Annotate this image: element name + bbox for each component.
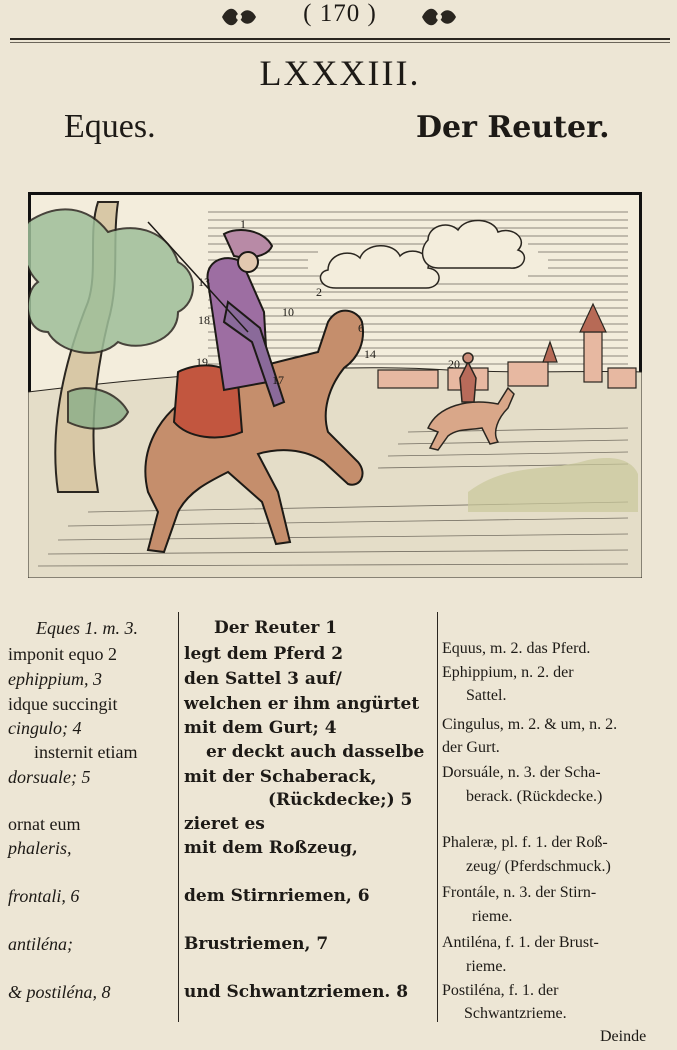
latin-line: dorsuale; 5 [8, 767, 91, 787]
figure-label: 6 [358, 321, 364, 335]
german-line: mit dem Roßzeug, [184, 838, 358, 858]
figure-label: 10 [282, 305, 294, 319]
fleuron-left-icon [218, 3, 260, 31]
figure-label: 20 [448, 357, 460, 371]
glossary-line: Postiléna, f. 1. der [442, 982, 559, 999]
glossary-line: der Gurt. [442, 739, 500, 756]
header-rule-thin [10, 42, 670, 43]
glossary-line: Cingulus, m. 2. & um, n. 2. [442, 716, 618, 733]
latin-line: Eques 1. m. 3. [36, 618, 138, 638]
german-line: Der Reuter 1 [214, 618, 338, 638]
glossary-line: Antiléna, f. 1. der Brust- [442, 934, 599, 951]
german-line: welchen er ihm angürtet [184, 694, 420, 714]
figure-label: 19 [196, 355, 208, 369]
latin-line: ephippium, 3 [8, 669, 102, 689]
german-line: dem Stirnriemen, 6 [184, 886, 370, 906]
latin-line: & postiléna, 8 [8, 982, 111, 1002]
lesson-number: LXXXIII. [259, 53, 421, 93]
glossary-line: Equus, m. 2. das Pferd. [442, 640, 591, 657]
glossary-line: rieme. [466, 958, 507, 975]
latin-line: imponit equo 2 [8, 644, 117, 664]
latin-line: phaleris, [8, 838, 72, 858]
figure-label: 2 [316, 285, 322, 299]
german-line: den Sattel 3 auf/ [184, 669, 342, 689]
catchword: Deinde [600, 1028, 647, 1045]
german-title: Der Reuter. [416, 110, 610, 145]
latin-line: antiléna; [8, 934, 73, 954]
glossary-line: Frontále, n. 3. der Stirn- [442, 884, 597, 901]
german-line: (Rückdecke;) 5 [268, 790, 413, 810]
glossary-line: Schwantzrieme. [464, 1005, 567, 1022]
german-line: legt dem Pferd 2 [184, 644, 344, 664]
latin-line: idque succingit [8, 694, 118, 714]
latin-line: insternit etiam [34, 742, 138, 762]
latin-line: ornat eum [8, 814, 81, 834]
header-rule [10, 38, 670, 40]
german-line: er deckt auch dasselbe [206, 742, 425, 762]
german-line: mit der Schaberack, [184, 767, 377, 787]
glossary-line: Dorsuále, n. 3. der Scha- [442, 764, 601, 781]
figure-label: 13 [198, 275, 210, 289]
glossary-line: berack. (Rückdecke.) [466, 788, 603, 805]
german-line: mit dem Gurt; 4 [184, 718, 337, 738]
figure-label: 1 [240, 217, 246, 231]
latin-title: Eques. [64, 108, 156, 145]
glossary-line: Phaleræ, pl. f. 1. der Roß- [442, 834, 608, 851]
figure-label: 14 [364, 347, 376, 361]
glossary-line: zeug/ (Pferdschmuck.) [466, 858, 611, 875]
german-line: Brustriemen, 7 [184, 934, 329, 954]
german-line: zieret es [184, 814, 265, 834]
glossary-line: Ephippium, n. 2. der [442, 664, 574, 681]
glossary-line: Sattel. [466, 687, 507, 704]
page-number: ( 170 ) [303, 0, 377, 27]
fleuron-right-icon [418, 3, 460, 31]
figure-label: 17 [272, 373, 284, 387]
rider-woodcut-illustration [28, 192, 642, 578]
column-divider [437, 612, 438, 1022]
german-line: und Schwantzriemen. 8 [184, 982, 409, 1002]
glossary-line: rieme. [472, 908, 513, 925]
column-divider [178, 612, 179, 1022]
latin-line: cingulo; 4 [8, 718, 82, 738]
figure-label: 18 [198, 313, 210, 327]
latin-line: frontali, 6 [8, 886, 80, 906]
